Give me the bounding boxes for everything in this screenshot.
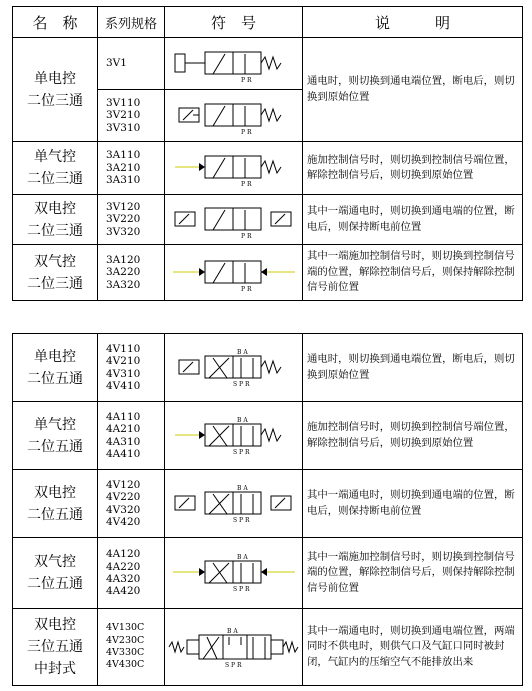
description-cell: 其中一端施加控制信号时，则切换到控制信号端的位置，解除控制信号后，则保持解除控制信号前位置: [303, 538, 523, 609]
port-labels: S P R: [224, 662, 241, 669]
valve-name: [13, 538, 98, 609]
valve-symbol-icon: [169, 96, 299, 136]
series-code: 4A420: [106, 585, 141, 598]
series-code: 4V320: [106, 503, 141, 516]
symbol-cell: [165, 470, 303, 538]
port-labels-top: B A: [226, 628, 238, 635]
series-code: 3V310: [106, 121, 141, 134]
description-cell: 通电时，则切换到通电端位置，断电后，则切换到原始位置: [303, 38, 523, 142]
port-labels: P R: [240, 285, 251, 293]
series-cell: [98, 90, 165, 142]
name-line: 二位五通: [27, 370, 83, 387]
valve-symbol-icon: [169, 416, 299, 456]
valve-name: [13, 142, 98, 195]
name-line: 单电控: [34, 70, 76, 87]
series-code: 3V1: [106, 57, 127, 70]
description-cell: 其中一端施加控制信号时，则切换到控制信号端的位置，解除控制信号后，则保持解除控制信号前位置: [303, 245, 523, 301]
symbol-cell: [165, 90, 303, 142]
symbol-cell: [165, 245, 303, 301]
name-line: 双电控: [34, 617, 76, 633]
symbol-cell: [165, 538, 303, 609]
valve-symbol-icon: [169, 484, 299, 524]
table-row: [13, 538, 523, 609]
port-labels-top: B A: [236, 554, 248, 561]
valve-symbol-icon: [169, 200, 299, 240]
name-line: 双电控: [34, 484, 76, 501]
header-symbol: 符 号: [165, 7, 303, 38]
symbol-cell: [165, 38, 303, 90]
name-line: 双气控: [34, 253, 76, 270]
name-line: 双气控: [34, 554, 76, 570]
table-row: [13, 470, 523, 538]
series-code: 4V430C: [106, 659, 145, 671]
header-row: [13, 7, 523, 38]
valve-symbol-icon: [169, 348, 299, 388]
description-cell: 其中一端通电时，则切换到通电端的位置，断电后，则保持断电前位置: [303, 195, 523, 245]
series-code: 4V230C: [106, 634, 145, 646]
valve-symbol-icon: [167, 625, 301, 669]
series-cell: [98, 470, 165, 538]
series-code: 3A210: [106, 161, 141, 174]
valve-symbol-icon: [169, 44, 299, 84]
valve-name: [13, 334, 98, 402]
series-code: 4A210: [106, 423, 141, 436]
series-code: 3A110: [106, 149, 141, 162]
name-line: 二位五通: [27, 576, 83, 592]
series-code: 3A320: [106, 278, 141, 291]
series-code: 3V120: [106, 200, 141, 213]
name-line: 单气控: [34, 416, 76, 433]
valve-name: [13, 245, 98, 301]
series-cell: [98, 334, 165, 402]
table-row: [13, 245, 523, 301]
series-code: 3A310: [106, 174, 141, 187]
series-code: 3A220: [106, 266, 141, 279]
name-line: 单电控: [34, 348, 76, 365]
port-labels: P R: [240, 232, 251, 240]
series-code: 4V110: [106, 342, 141, 355]
table-row: [13, 142, 523, 195]
port-labels: S P R: [232, 516, 249, 524]
series-cell: [98, 402, 165, 470]
series-code: 4A220: [106, 560, 141, 573]
valve-name: [13, 402, 98, 470]
port-labels: S P R: [232, 586, 249, 593]
description-cell: 其中一端通电时，则切换到通电端的位置，断电后，则保持断电前位置: [303, 470, 523, 538]
name-line: 双电控: [34, 200, 76, 217]
port-labels-top: B A: [236, 348, 248, 356]
symbol-cell: [165, 402, 303, 470]
port-labels: S P R: [232, 380, 249, 388]
series-cell: [98, 195, 165, 245]
series-code: 4A320: [106, 573, 141, 585]
valve-symbol-icon: [169, 148, 299, 188]
series-code: 4V220: [106, 491, 141, 504]
name-line: 中封式: [34, 661, 76, 677]
series-code: 4A110: [106, 410, 141, 423]
header-description: 说 明: [303, 7, 523, 38]
valve-name: [13, 609, 98, 686]
series-code: 4V210: [106, 355, 141, 368]
series-code: 4V420: [106, 515, 141, 528]
series-code: 4A310: [106, 435, 141, 448]
series-code: 4V330C: [106, 647, 145, 658]
table-row: [13, 195, 523, 245]
valve-symbol-icon: [169, 553, 299, 593]
name-line: 二位五通: [27, 506, 83, 523]
table-row: [13, 609, 523, 686]
series-code: 4V310: [106, 367, 141, 380]
series-code: 3V220: [106, 213, 141, 226]
valve-table-5way: [12, 333, 523, 686]
name-line: 二位五通: [27, 438, 83, 455]
name-line: 三位五通: [27, 639, 83, 655]
valve-name: [13, 470, 98, 538]
symbol-cell: [165, 334, 303, 402]
series-code: 3A120: [106, 253, 141, 266]
port-labels: P R: [240, 128, 251, 136]
description-cell: 施加控制信号时，则切换到控制信号端位置，解除控制信号后，则切换到原始位置: [303, 402, 523, 470]
valve-table-3way: [12, 6, 523, 301]
series-cell: [98, 142, 165, 195]
series-code: 3V210: [106, 109, 141, 122]
port-labels: P R: [240, 181, 251, 188]
valve-name: [13, 38, 98, 142]
symbol-cell: [165, 195, 303, 245]
header-name: 名 称: [13, 7, 98, 38]
port-labels-top: B A: [236, 484, 248, 492]
name-line: 二位三通: [27, 222, 83, 239]
series-code: 4V130C: [106, 622, 145, 634]
series-cell: [98, 538, 165, 609]
port-labels: S P R: [232, 448, 249, 456]
description-cell: 通电时，则切换到通电端位置，断电后，则切换到原始位置: [303, 334, 523, 402]
series-code: 4V120: [106, 478, 141, 491]
series-code: 4A410: [106, 447, 141, 460]
table-row: [13, 38, 523, 90]
table-row: [13, 402, 523, 470]
series-cell: [98, 38, 165, 90]
port-labels: P R: [240, 76, 251, 84]
name-line: 二位三通: [27, 171, 83, 187]
table-row: [13, 334, 523, 402]
name-line: 二位三通: [27, 275, 83, 292]
description-cell: 其中一端通电时，则切换到通电端位置，两端同时不供电时，则供气口及气缸口同时被封闭，气缸内的压缩空气不能排放出来: [303, 609, 523, 686]
symbol-cell: [165, 609, 303, 686]
name-line: 单气控: [34, 149, 76, 165]
name-line: 二位三通: [27, 92, 83, 109]
series-cell: [98, 245, 165, 301]
series-code: 3V110: [106, 96, 141, 109]
header-series: 系列规格: [98, 7, 165, 38]
series-code: 4A120: [106, 548, 141, 561]
symbol-cell: [165, 142, 303, 195]
series-code: 3V320: [106, 225, 141, 238]
description-cell: 施加控制信号时，则切换到控制信号端位置，解除控制信号后，则切换到原始位置: [303, 142, 523, 195]
series-code: 4V410: [106, 379, 141, 392]
port-labels-top: B A: [236, 416, 248, 424]
valve-symbol-icon: [169, 253, 299, 293]
valve-name: [13, 195, 98, 245]
series-cell: [98, 609, 165, 686]
